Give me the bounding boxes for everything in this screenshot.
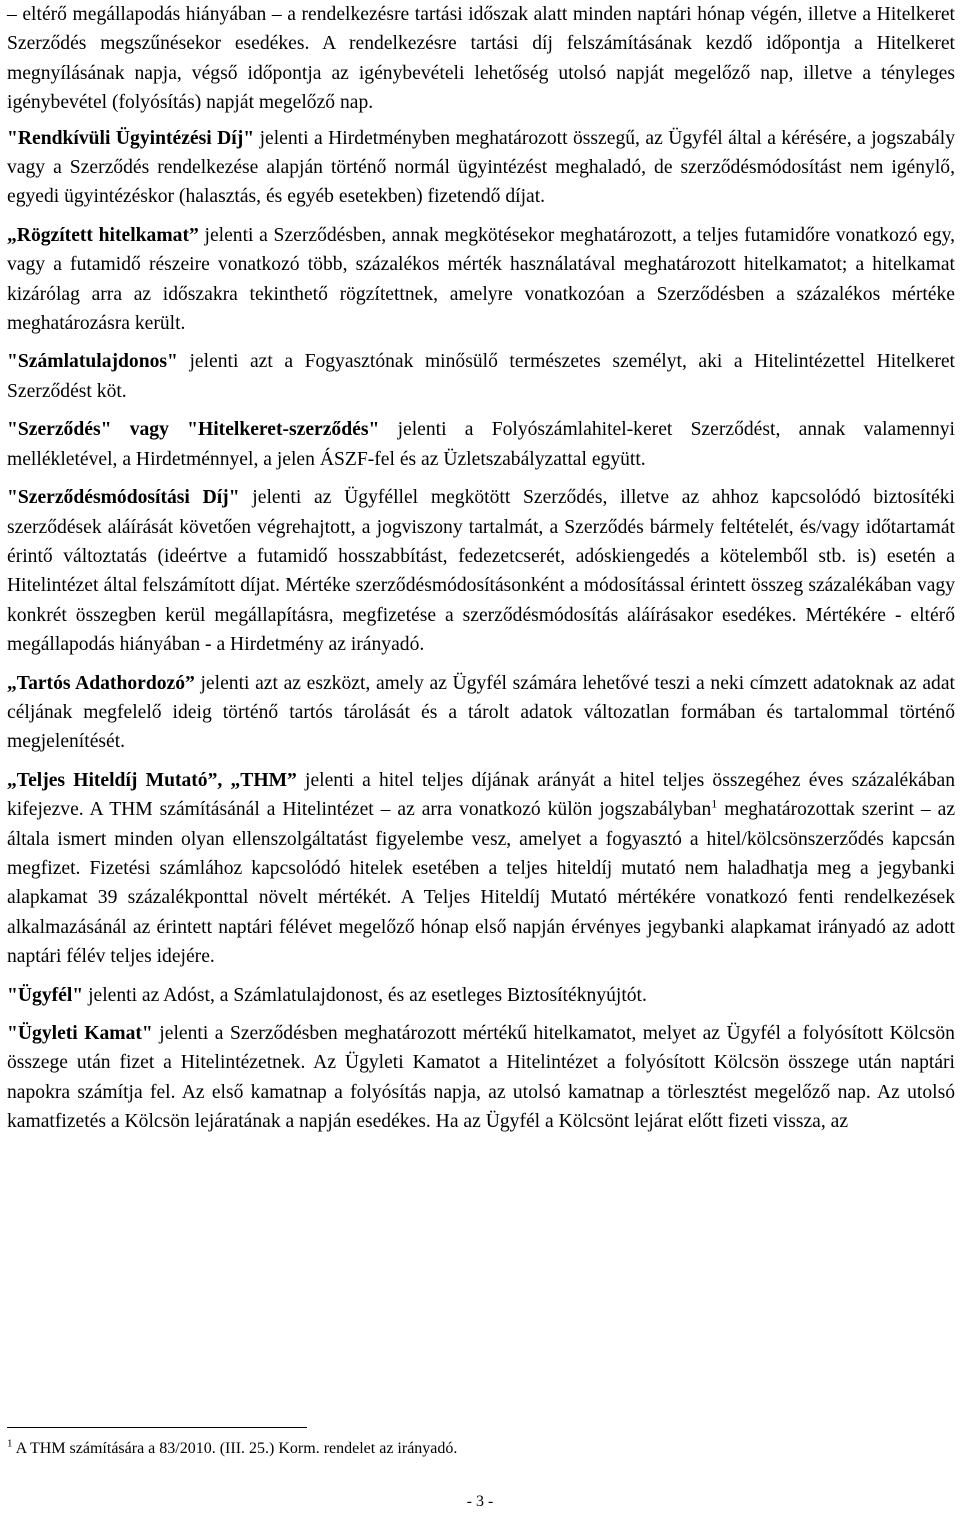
footnote bbox=[7, 1438, 457, 1460]
definition-text: jelenti a hitel teljes díjának arányát a hitel teljes összegéhez éves százalékában kifejezve. A THM számításánál a Hitelintézet – az arra vonatkozó külön jogszabályban bbox=[7, 769, 955, 821]
footnote-text: A THM számítására a 83/2010. (III. 25.) Korm. rendelet az irányadó. bbox=[12, 1440, 458, 1457]
definition-ugyleti-kamat bbox=[7, 1019, 955, 1137]
definition-text: jelenti a Hirdetményben meghatározott összegű, az Ügyfél által a kérésére, a jogszabály vagy a Szerződés rendelkezése alapján történő normál ügyintézést meghaladó, de szerződésmódosítást nem igénylő, egyedi ügyintézéskor (halasztás, és egyéb esetekben) fizetendő díjat. bbox=[7, 127, 955, 208]
definition-term: „Teljes Hiteldíj Mutató”, „THM” bbox=[7, 769, 297, 791]
definition-text: jelenti az Adóst, a Számlatulajdonost, és az esetleges Biztosítéknyújtót. bbox=[83, 984, 647, 1006]
definition-term: "Ügyleti Kamat" bbox=[7, 1023, 153, 1044]
definition-term: "Szerződés" vagy "Hitelkeret-szerződés" bbox=[7, 419, 380, 441]
paragraph-rendelkezesre-tartasi-dij-continued bbox=[7, 0, 955, 118]
definition-szerzodesmodositasi-dij bbox=[7, 483, 955, 659]
definition-rogzitett-hitelkamat bbox=[7, 221, 955, 339]
definition-rendkivuli-ugyintezesi-dij bbox=[7, 124, 955, 212]
footnote-number: 1 bbox=[7, 1437, 13, 1450]
definition-term: "Szerződésmódosítási Díj" bbox=[7, 487, 240, 509]
definition-tartos-adathordozo bbox=[7, 669, 955, 757]
definition-term: "Ügyfél" bbox=[7, 984, 84, 1006]
document-page bbox=[7, 0, 955, 1146]
definition-text: jelenti a Szerződésben, annak megkötésekor meghatározott, a teljes futamidőre vonatkozó egy, vagy a futamidő részeire vonatkozó több, százalékos mérték használatával meghatározott hitelkamatot; a hitelkamat kizárólag arra az időszakra tekinthető rögzítettnek, amelyre vonatkozóan a Szerződésben a százalékos mértéke meghatározásra került. bbox=[7, 224, 955, 335]
definition-szamlatulajdonos bbox=[7, 347, 955, 406]
footnote-reference: 1 bbox=[711, 796, 718, 811]
definition-text: jelenti azt a Fogyasztónak minősülő természetes személyt, aki a Hitelintézettel Hitelkeret Szerződést köt. bbox=[7, 351, 955, 402]
definition-term: "Számlatulajdonos" bbox=[7, 351, 178, 373]
definition-szerzodes bbox=[7, 415, 955, 474]
definition-ugyfel bbox=[7, 981, 955, 1010]
footnote-divider bbox=[7, 1427, 307, 1428]
page-number: - 3 - bbox=[466, 1493, 494, 1510]
definition-term: „Rögzített hitelkamat” bbox=[7, 224, 199, 246]
definition-text-continued: meghatározottak szerint – az általa ismert minden olyan ellenszolgáltatást figyelembe vesz, amelyet a fogyasztó a hitel/kölcsönszerződés kapcsán megfizet. Fizetési számlához kapcsolódó hitelek esetében a teljes hiteldíj mutató nem haladhatja meg a jegybanki alapkamat 39 százalékponttal növelt mértékét. A Teljes Hiteldíj Mutató mértékére vonatkozó fenti rendelkezések alkalmazásánál az érintett naptári félévet megelőző hónap első napján érvényes jegybanki alapkamat irányadó az adott naptári félév teljes idejére. bbox=[7, 799, 956, 968]
definition-term: "Rendkívüli Ügyintézési Díj" bbox=[7, 127, 255, 149]
definition-thm bbox=[7, 766, 955, 972]
definition-text: jelenti a Folyószámlahitel-keret Szerződést, annak valamennyi mellékletével, a Hirdetménnyel, a jelen ÁSZF-fel és az Üzletszabályzattal együtt. bbox=[7, 419, 955, 470]
definition-term: „Tartós Adathordozó” bbox=[7, 672, 195, 694]
definition-text: jelenti a Szerződésben meghatározott mértékű hitelkamatot, melyet az Ügyfél a folyósított Kölcsön összege után fizet a Hitelintézetnek. Az Ügyleti Kamatot a Hitelintézet a folyósított Kölcsön összege után naptári napokra számítja fel. Az első kamatnap a folyósítás napja, az utolsó kamatnap a törlesztést megelőző nap. Az utolsó kamatfizetés a Kölcsön lejáratának a napján esedékes. Ha az Ügyfél a Kölcsönt lejárat előtt fizeti vissza, az bbox=[7, 1023, 955, 1133]
paragraph-text: – eltérő megállapodás hiányában – a rendelkezésre tartási időszak alatt minden naptári hónap végén, illetve a Hitelkeret Szerződés megszűnésekor esedékes. A rendelkezésre tartási díj felszámításának kezdő időpontja a Hitelkeret megnyílásának napja, végső időpontja az igénybevételi lehetőség utolsó napját megelőző nap, illetve a tényleges igénybevétel (folyósítás) napját megelőző nap. bbox=[7, 4, 955, 114]
definition-text: jelenti az Ügyféllel megkötött Szerződés, illetve az ahhoz kapcsolódó biztosítéki szerződések aláírását követően végrehajtott, a jogviszony tartalmát, a Szerződés bármely feltételét, és/vagy időtartamát érintő változtatás (ideértve a futamidő hosszabbítást, fedezetcserét, adóskiengedés a kötelemből stb. is) esetén a Hitelintézet által felszámított díjat. Mértéke szerződésmódosításonként a módosítással érintett összeg százalékában vagy konkrét összegben kerül megállapításra, megfizetése a szerződésmódosítás aláírásakor esedékes. Mértékére - eltérő megállapodás hiányában - a Hirdetmény az irányadó. bbox=[7, 487, 955, 656]
definition-text: jelenti azt az eszközt, amely az Ügyfél számára lehetővé teszi a neki címzett adatoknak az adat céljának megfelelő ideig történő tartós tárolását és a tárolt adatok változatlan formában és tartalommal történő megjelenítését. bbox=[7, 672, 955, 753]
